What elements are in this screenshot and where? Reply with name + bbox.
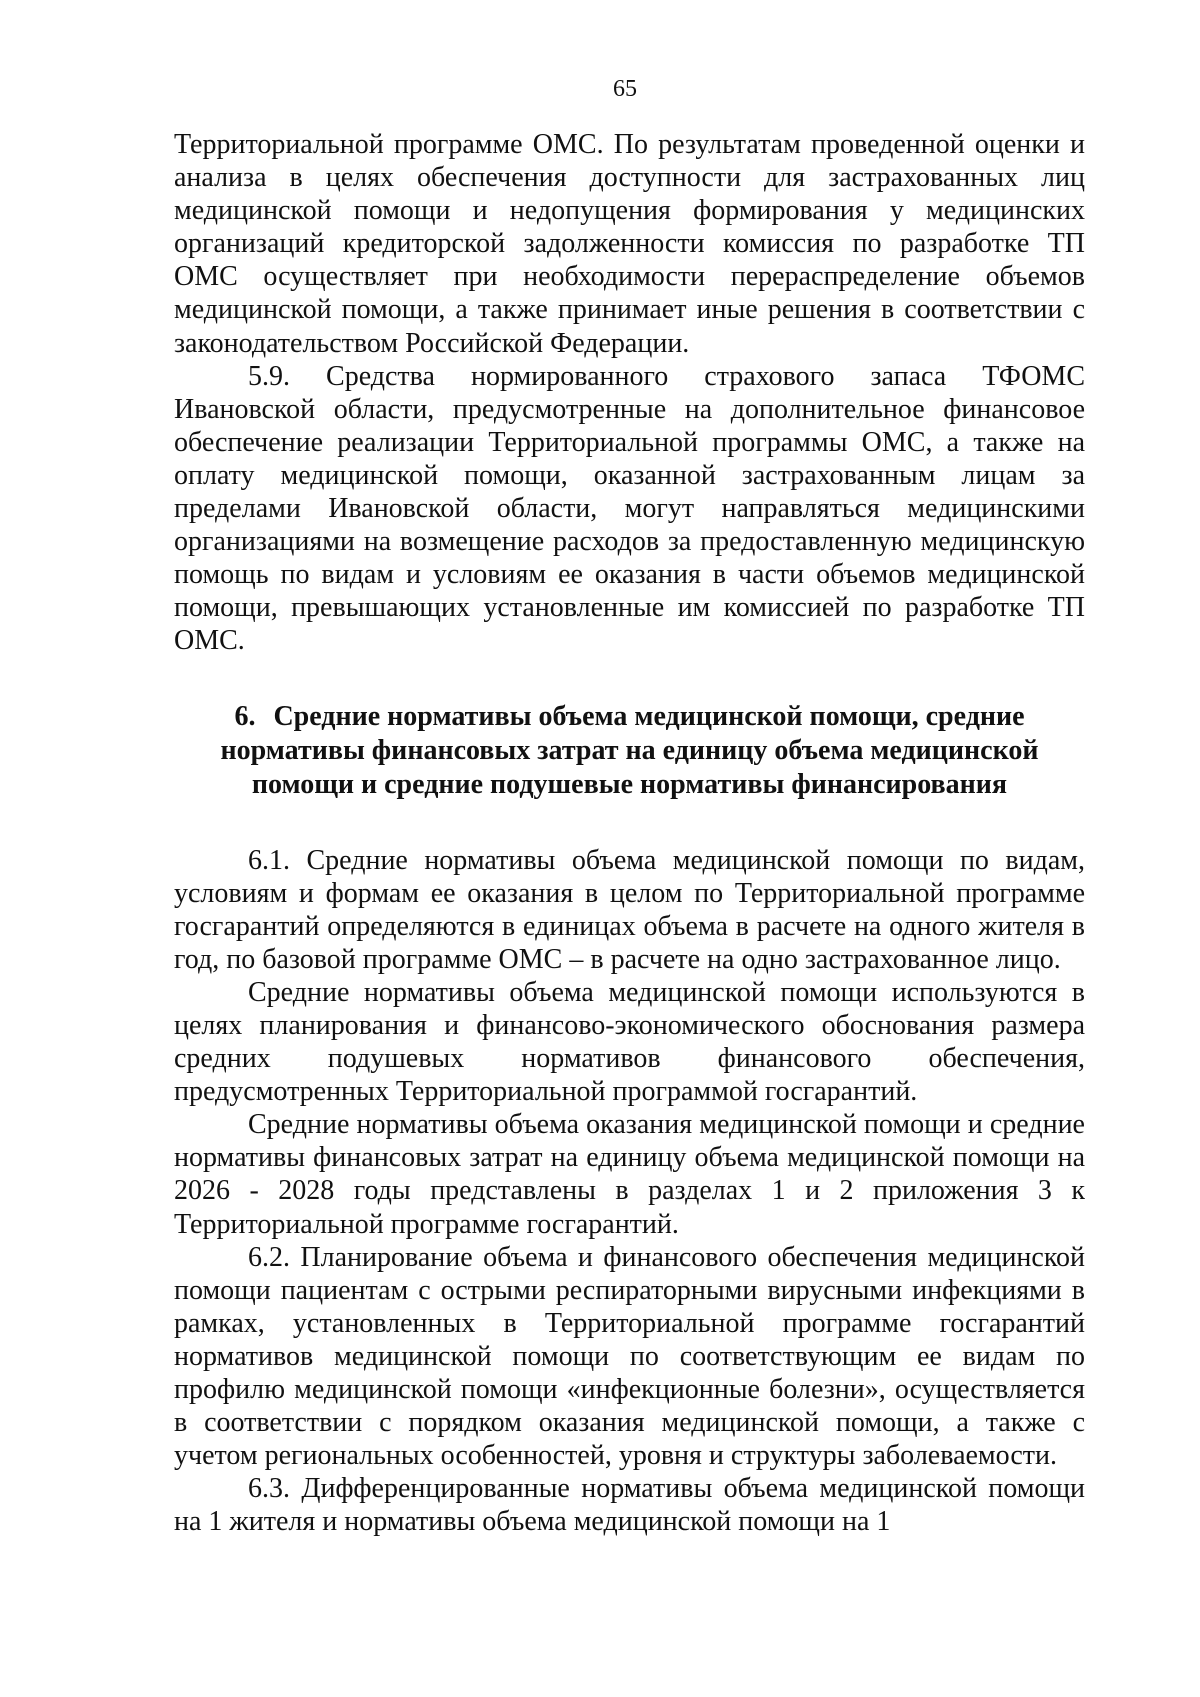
section-number: 6. <box>234 700 256 732</box>
paragraph-6-2: 6.2. Планирование объема и финансового обеспечения медицинской помощи пациентам с острыми респираторными вирусными инфекциями в рамках, установленных в Территориальной программе госгарантий нормативов медицинской помощи по соответствующим ее видам по профилю медицинской помощи «инфекционные болезни», осуществляется в соответствии с порядком оказания медицинской помощи, а также с учетом региональных особенностей, уровня и структуры заболеваемости. <box>174 1241 1085 1472</box>
paragraph-6-1-b: Средние нормативы объема медицинской помощи используются в целях планирования и финансово-экономического обоснования размера средних подушевых нормативов финансового обеспечения, предусмотренных Территориальной программой госгарантий. <box>174 976 1085 1108</box>
page-content <box>174 128 1085 1538</box>
section-heading <box>174 700 1085 802</box>
section-title: Средние нормативы объема медицинской помощи, средние нормативы финансовых затрат на единицу объема медицинской помощи и средние подушевые нормативы финансирования <box>220 700 1039 800</box>
paragraph-6-3: 6.3. Дифференцированные нормативы объема медицинской помощи на 1 жителя и нормативы объема медицинской помощи на 1 <box>174 1473 1085 1538</box>
paragraph-5-9: 5.9. Средства нормированного страхового запаса ТФОМС Ивановской области, предусмотренные на дополнительное финансовое обеспечение реализации Территориальной программы ОМС, а также на оплату медицинской помощи, оказанной застрахованным лицам за пределами Ивановской области, могут направляться медицинскими организациями на возмещение расходов за предоставленную медицинскую помощь по видам и условиям ее оказания в части объемов медицинской помощи, превышающих установленные им комиссией по разработке ТП ОМС. <box>174 360 1085 657</box>
paragraph-6-1-c: Средние нормативы объема оказания медицинской помощи и средние нормативы финансовых затрат на единицу объема медицинской помощи на 2026 - 2028 годы представлены в разделах 1 и 2 приложения 3 к Территориальной программе госгарантий. <box>174 1109 1085 1240</box>
paragraph-5-8-continuation: Территориальной программе ОМС. По результатам проведенной оценки и анализа в целях обеспечения доступности для застрахованных лиц медицинской помощи и недопущения формирования у медицинских организаций кредиторской задолженности комиссия по разработке ТП ОМС осуществляет при необходимости перераспределение объемов медицинской помощи, а также принимает иные решения в соответствии с законодательством Российской Федерации. <box>174 129 1085 359</box>
paragraph-6-1: 6.1. Средние нормативы объема медицинской помощи по видам, условиям и формам ее оказания в целом по Территориальной программе госгарантий определяются в единицах объема в расчете на одного жителя в год, по базовой программе ОМС – в расчете на одно застрахованное лицо. <box>174 844 1085 975</box>
page-number: 65 <box>613 76 637 102</box>
